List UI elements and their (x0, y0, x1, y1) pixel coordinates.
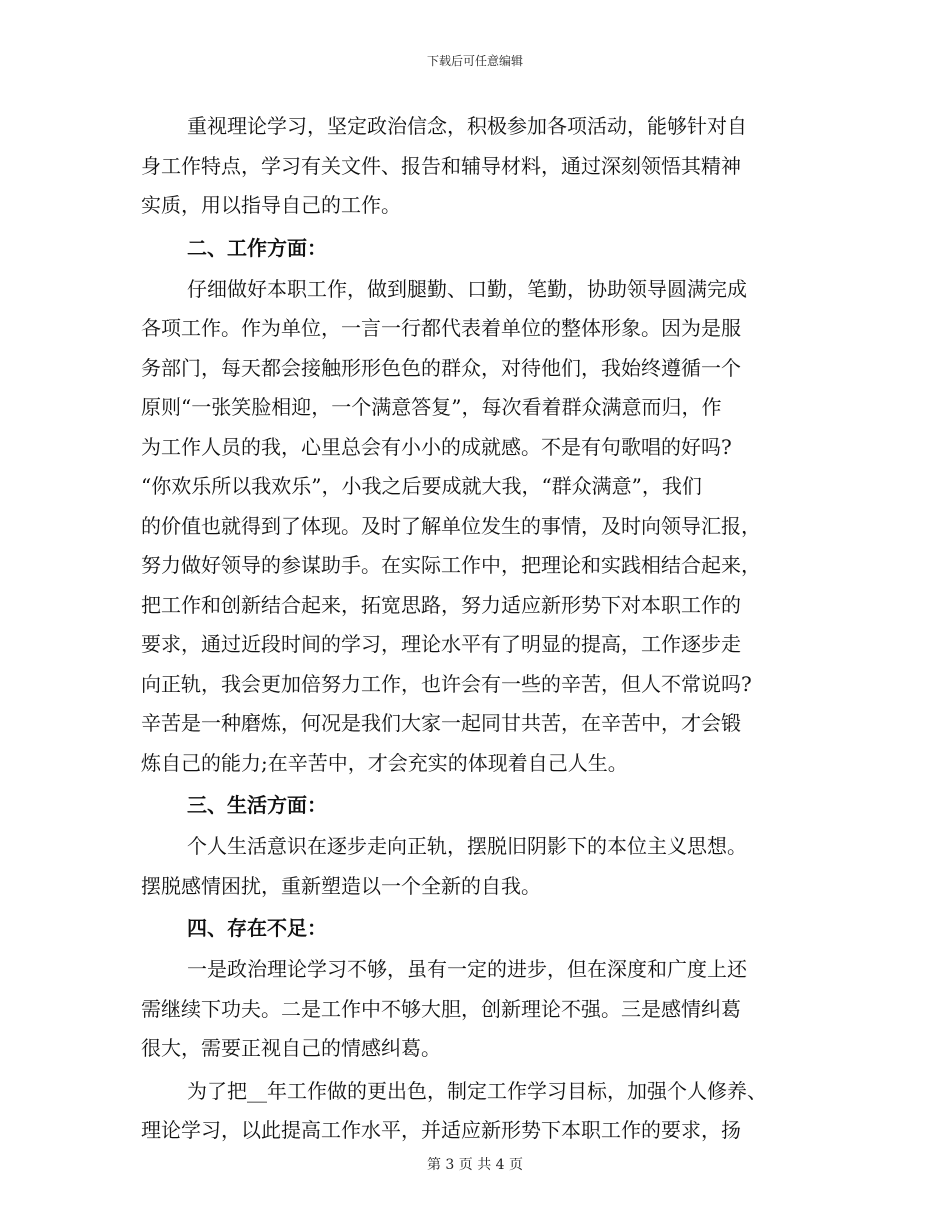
paragraph-line: 身工作特点，学习有关文件、报告和辅导材料，通过深刻领悟其精神 (141, 153, 741, 178)
paragraph-work (141, 270, 811, 784)
paragraph-line: 向正轨，我会更加倍努力工作，也许会有一些的辛苦，但人不常说吗? (141, 671, 752, 696)
paragraph-line: 炼自己的能力;在辛苦中，才会充实的体现着自己人生。 (141, 750, 628, 775)
paragraph-line: 重视理论学习，坚定政治信念，积极参加各项活动，能够针对自 (187, 114, 747, 138)
paragraph-line: 各项工作。作为单位，一言一行都代表着单位的整体形象。因为是服 (141, 316, 741, 340)
section-heading-life: 三、生活方面： (187, 793, 327, 817)
paragraph-line: 个人生活意识在逐步走向正轨，摆脱旧阴影下的本位主义思想。 (187, 834, 747, 858)
paragraph-line: 很大，需要正视自己的情感纠葛。 (141, 1036, 441, 1060)
document-body (141, 107, 811, 1151)
paragraph-line: 需继续下功夫。二是工作中不够大胆，创新理论不强。三是感情纠葛 (141, 996, 741, 1021)
paragraph-line: 实质，用以指导自己的工作。 (141, 193, 401, 217)
paragraph-political-study (141, 107, 811, 226)
page-header: 下载后可任意编辑 (426, 54, 523, 68)
paragraph-life (141, 827, 811, 906)
paragraph-line: “你欢乐所以我欢乐”，小我之后要成就大我，“群众满意”，我们 (141, 474, 702, 498)
paragraph-line: 为工作人员的我，心里总会有小小的成就感。不是有句歌唱的好吗? (141, 434, 732, 459)
page-number: 第 3 页 共 4 页 (426, 1157, 524, 1173)
section-heading-work: 二、工作方面： (187, 235, 327, 260)
paragraph-goals (141, 1072, 811, 1151)
section-heading-shortcomings: 四、存在不足： (187, 916, 327, 940)
paragraph-line: 的价值也就得到了体现。及时了解单位发生的事情，及时向领导汇报， (141, 513, 761, 538)
paragraph-line: 原则“一张笑脸相迎，一个满意答复”，每次看着群众满意而归，作 (141, 395, 722, 419)
paragraph-line: 要求，通过近段时间的学习，理论水平有了明显的提高，工作逐步走 (141, 632, 741, 656)
paragraph-line: 一是政治理论学习不够，虽有一定的进步，但在深度和广度上还 (187, 957, 747, 981)
paragraph-shortcomings (141, 950, 811, 1069)
paragraph-line: 辛苦是一种磨炼，何况是我们大家一起同甘共苦，在辛苦中，才会锻 (141, 711, 741, 735)
paragraph-line: 把工作和创新结合起来，拓宽思路，努力适应新形势下对本职工作的 (141, 592, 741, 617)
paragraph-line: 摆脱感情困扰，重新塑造以一个全新的自我。 (141, 873, 541, 898)
paragraph-line: 为了把__年工作做的更出色，制定工作学习目标，加强个人修养、 (187, 1078, 767, 1103)
paragraph-line: 仔细做好本职工作，做到腿勤、口勤，笔勤，协助领导圆满完成 (187, 276, 747, 301)
paragraph-line: 理论学习，以此提高工作水平，并适应新形势下本职工作的要求，扬 (141, 1118, 741, 1142)
paragraph-line: 努力做好领导的参谋助手。在实际工作中，把理论和实践相结合起来， (141, 553, 761, 577)
paragraph-line: 务部门，每天都会接触形形色色的群众，对待他们，我始终遵循一个 (141, 355, 741, 380)
